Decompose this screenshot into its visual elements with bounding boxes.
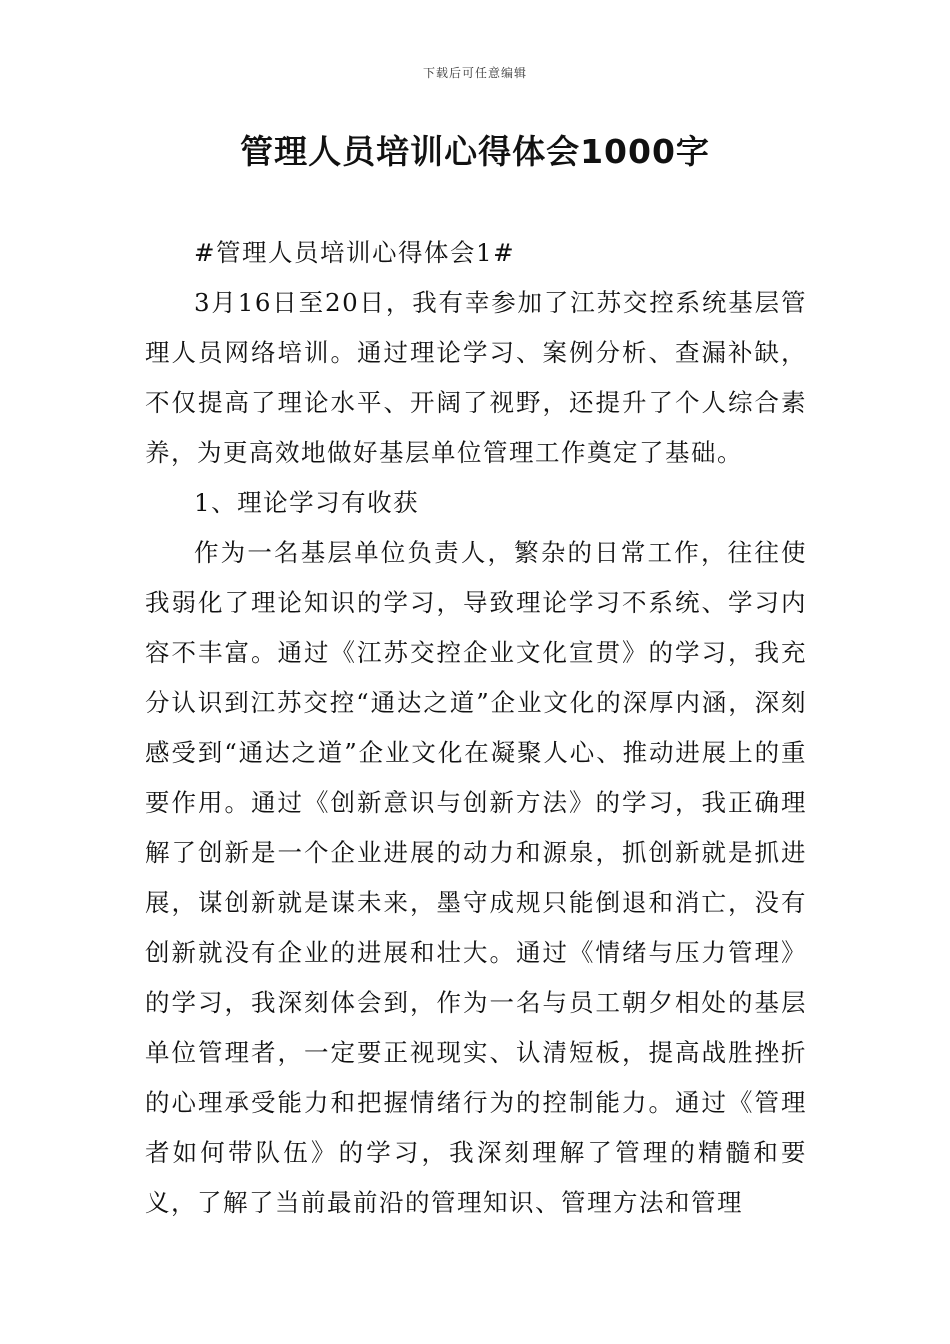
header-note: 下载后可任意编辑 [422, 66, 527, 80]
section-heading: #管理人员培训心得体会1# [194, 238, 516, 267]
document-title: 管理人员培训心得体会1000字 [240, 132, 710, 171]
document-body [145, 228, 807, 1228]
body-paragraph: 作为一名基层单位负责人，繁杂的日常工作，往往使我弱化了理论知识的学习，导致理论学习不系统、学习内容不丰富。通过《江苏交控企业文化宣贯》的学习，我充分认识到江苏交控“通达之道”企业文化的深厚内涵，深刻感受到“通达之道”企业文化在凝聚人心、推动进展上的重要作用。通过《创新意识与创新方法》的学习，我正确理解了创新是一个企业进展的动力和源泉，抓创新就是抓进展，谋创新就是谋未来，墨守成规只能倒退和消亡，没有创新就没有企业的进展和壮大。通过《情绪与压力管理》的学习，我深刻体会到，作为一名与员工朝夕相处的基层单位管理者，一定要正视现实、认清短板，提高战胜挫折的心理承受能力和把握情绪行为的控制能力。通过《管理者如何带队伍》的学习，我深刻理解了管理的精髓和要义，了解了当前最前沿的管理知识、管理方法和管理 [145, 538, 807, 1217]
body-paragraph: 3月16日至20日，我有幸参加了江苏交控系统基层管理人员网络培训。通过理论学习、案例分析、查漏补缺，不仅提高了理论水平、开阔了视野，还提升了个人综合素养，为更高效地做好基层单位管理工作奠定了基础。 [145, 288, 807, 467]
subsection-heading: 1、理论学习有收获 [194, 488, 420, 517]
